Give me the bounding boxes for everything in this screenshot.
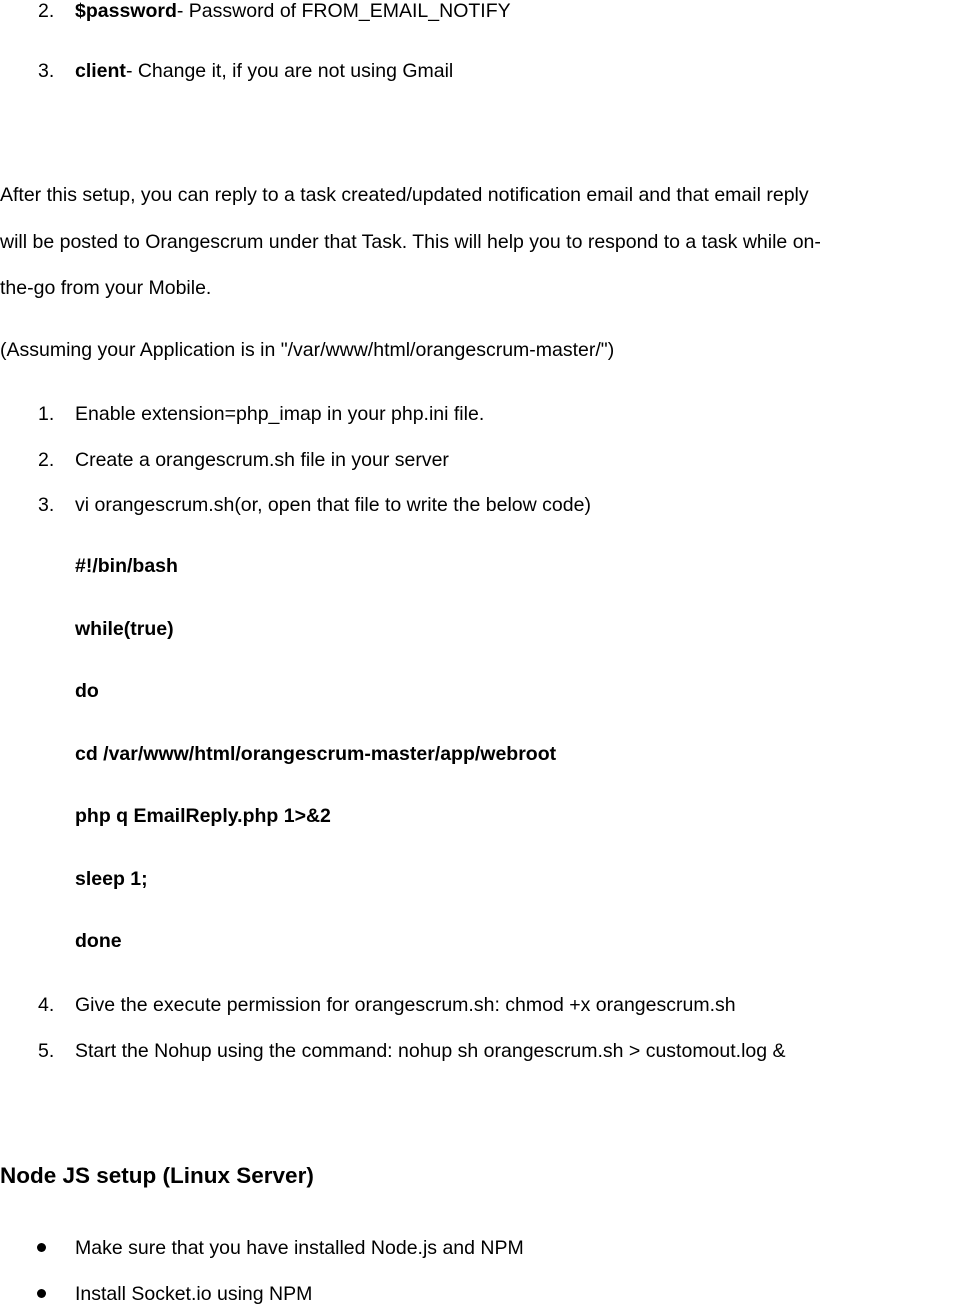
paragraph-line: After this setup, you can reply to a task created/updated notification email and that email reply	[0, 184, 809, 206]
bullet-item	[0, 1237, 971, 1263]
list-item-text	[75, 60, 453, 83]
bullet-text: Make sure that you have installed Node.js and NPM	[75, 1237, 524, 1259]
paragraph-line: will be posted to Orangescrum under that Task. This will help you to respond to a task while on-	[0, 231, 821, 253]
param-name: $password	[75, 0, 177, 22]
list-item-text	[75, 0, 511, 23]
bullet-text: Install Socket.io using NPM	[75, 1283, 313, 1305]
section-heading: Node JS setup (Linux Server)	[0, 1163, 314, 1188]
list-item	[0, 0, 971, 26]
bullet-icon	[37, 1289, 46, 1298]
code-line: while(true)	[75, 618, 174, 640]
code-line: #!/bin/bash	[75, 555, 178, 577]
list-item	[0, 403, 971, 429]
list-item-text: Create a orangescrum.sh file in your server	[75, 449, 449, 471]
list-number: 5.	[38, 1040, 55, 1062]
list-item	[0, 60, 971, 86]
list-item	[0, 1040, 971, 1066]
code-line: php q EmailReply.php 1>&2	[75, 805, 331, 827]
list-item-text: Give the execute permission for orangescrum.sh: chmod +x orangescrum.sh	[75, 994, 736, 1016]
param-description: - Change it, if you are not using Gmail	[125, 60, 454, 82]
assumption-note: (Assuming your Application is in "/var/www/html/orangescrum-master/")	[0, 339, 615, 361]
code-line: cd /var/www/html/orangescrum-master/app/webroot	[75, 743, 557, 765]
paragraph-line: the-go from your Mobile.	[0, 277, 212, 299]
bullet-icon	[37, 1243, 46, 1252]
list-item	[0, 449, 971, 475]
list-number: 3.	[38, 494, 55, 516]
code-line: do	[75, 680, 99, 702]
list-item-text: Enable extension=php_imap in your php.ini file.	[75, 403, 485, 425]
list-item	[0, 494, 971, 520]
list-number: 4.	[38, 994, 55, 1016]
list-number: 2.	[38, 449, 55, 471]
param-description: - Password of FROM_EMAIL_NOTIFY	[176, 0, 511, 22]
code-line: done	[75, 930, 122, 952]
list-number: 1.	[38, 403, 55, 425]
param-name: client	[75, 60, 126, 82]
bullet-item	[0, 1283, 971, 1309]
code-line: sleep 1;	[75, 868, 148, 890]
list-item-text: vi orangescrum.sh(or, open that file to write the below code)	[75, 494, 591, 516]
list-item-text: Start the Nohup using the command: nohup sh orangescrum.sh > customout.log &	[75, 1040, 786, 1062]
list-item	[0, 994, 971, 1020]
list-number: 3.	[38, 60, 55, 82]
list-number: 2.	[38, 0, 55, 22]
